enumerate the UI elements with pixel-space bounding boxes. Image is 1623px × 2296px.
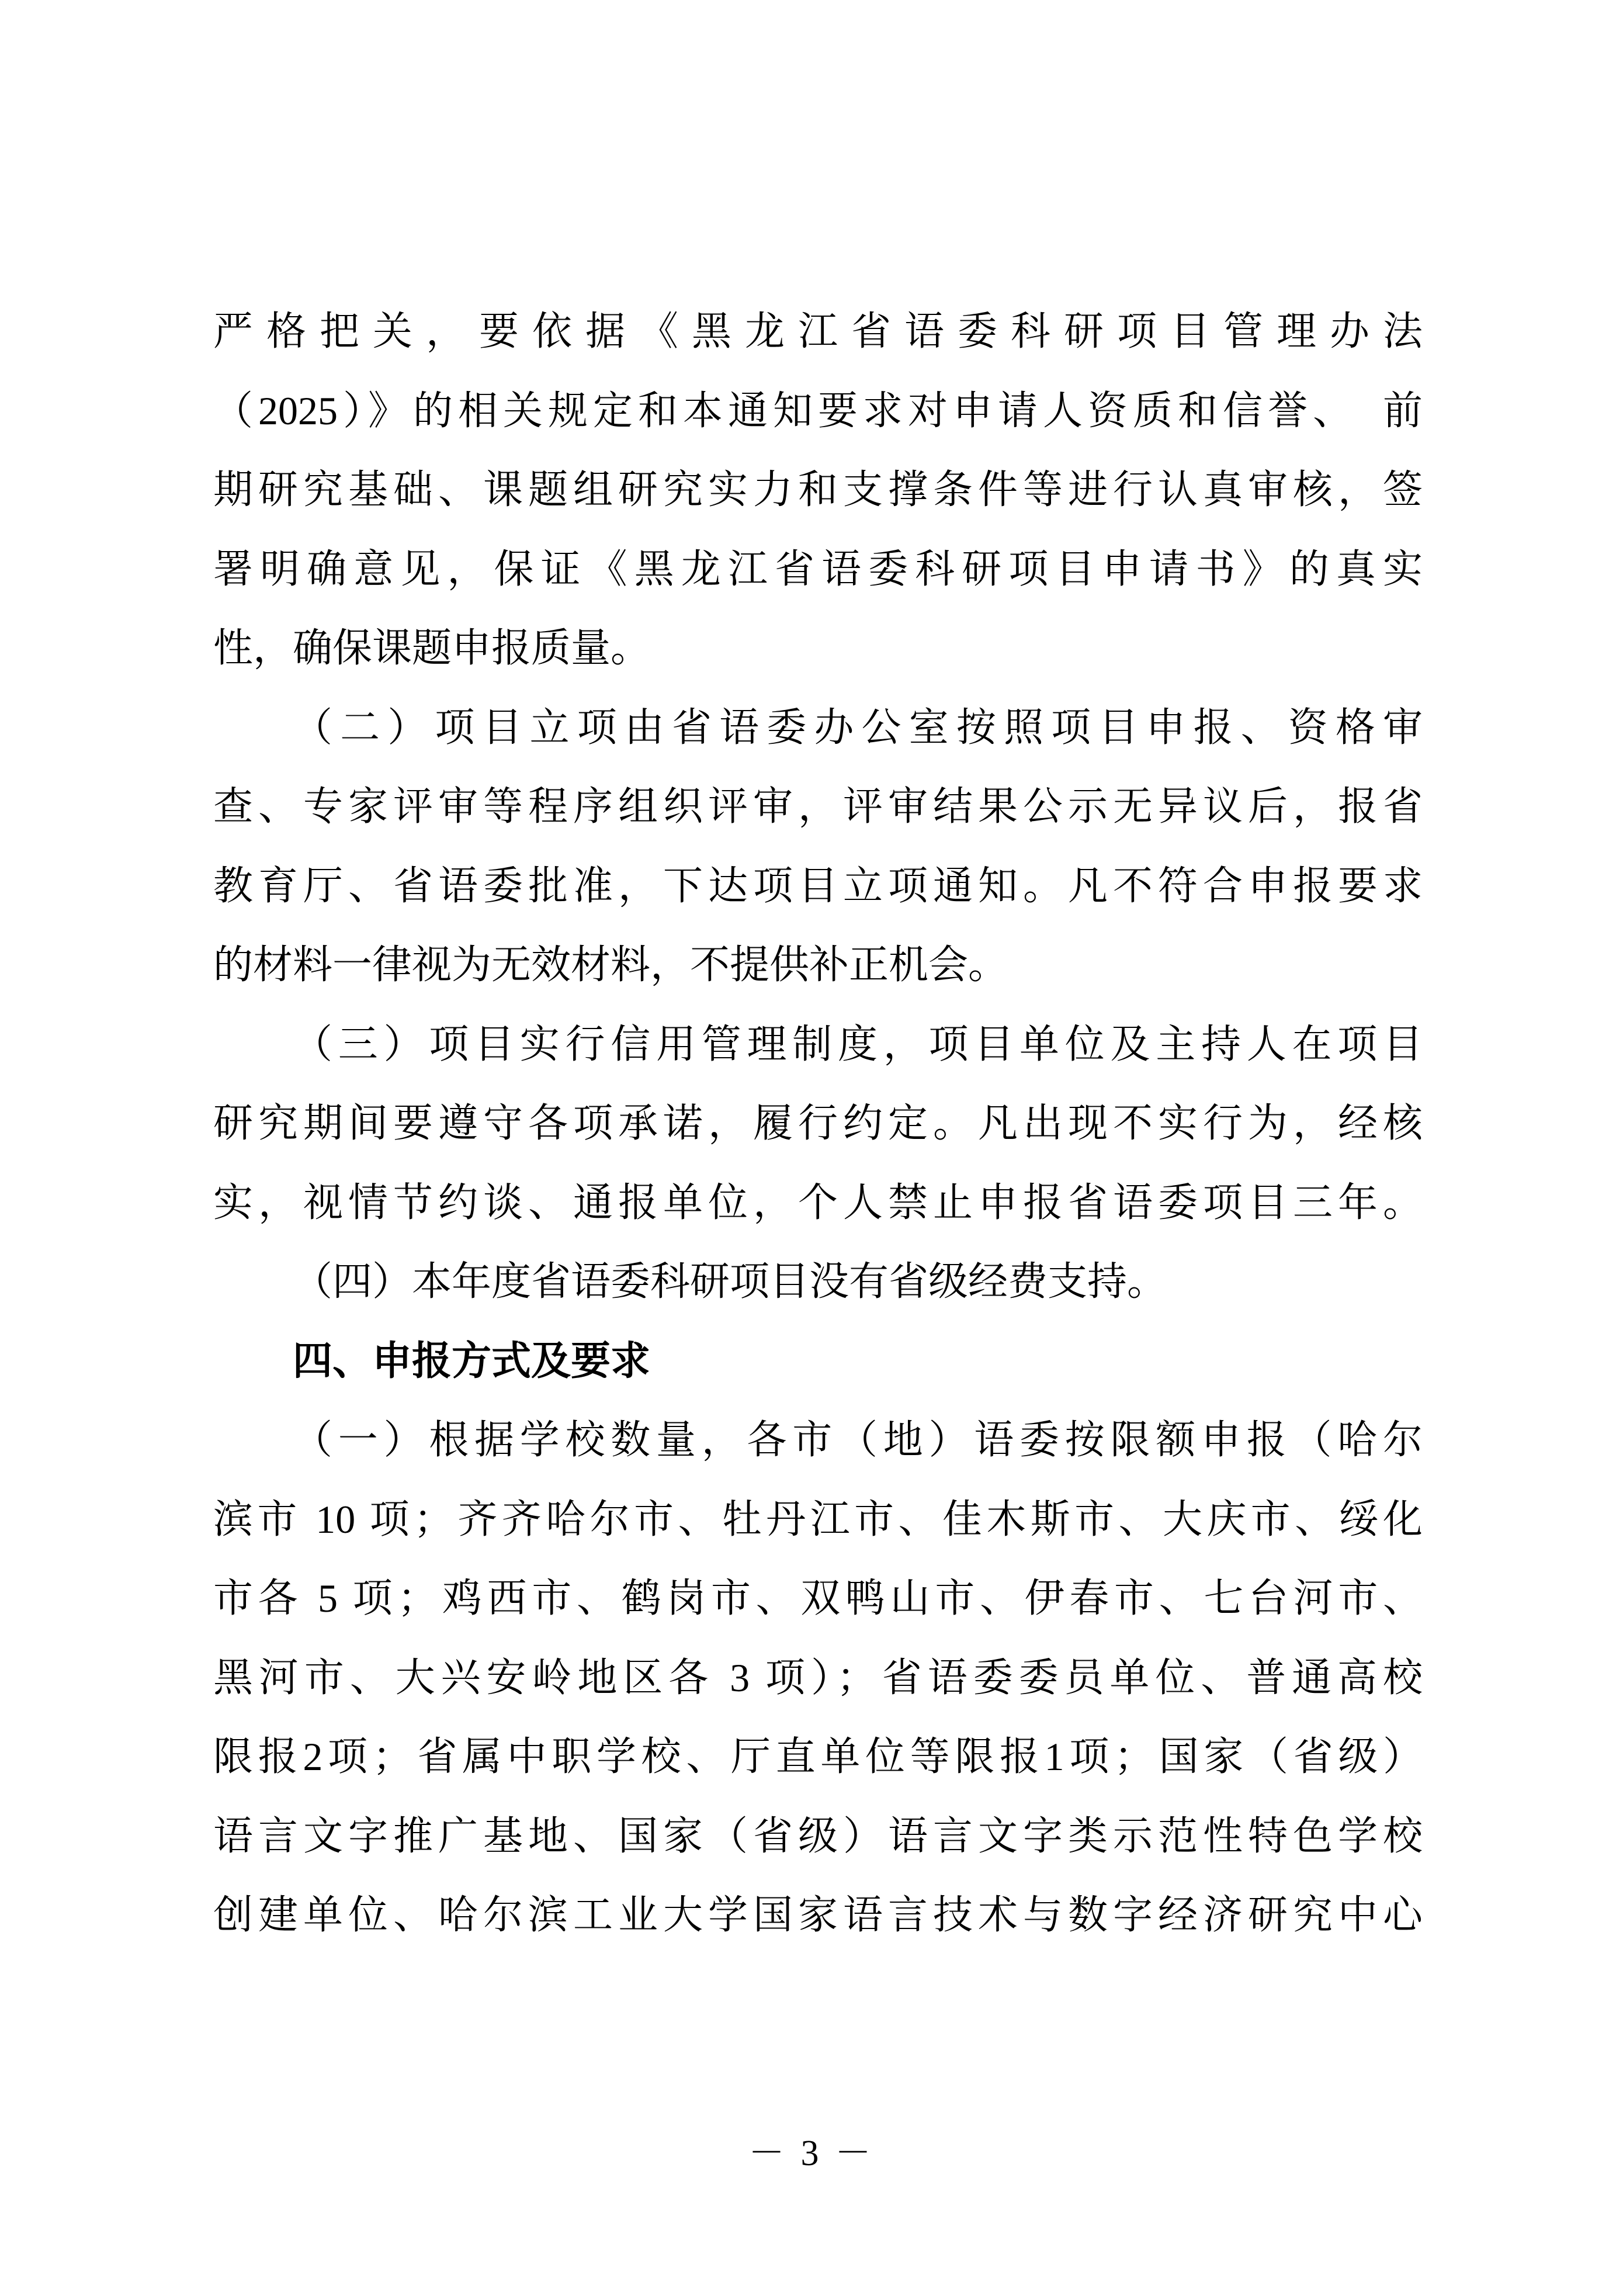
section-heading: 四、申报方式及要求 xyxy=(293,1338,651,1383)
text-line: 性，确保课题申报质量。 xyxy=(213,626,651,670)
text-line: 创建单位、哈尔滨工业大学国家语言技术与数字经济研究中心 xyxy=(213,1893,1423,1937)
text-line: 语言文字推广基地、国家（省级）语言文字类示范性特色学校 xyxy=(213,1813,1423,1858)
text-line: （四）本年度省语委科研项目没有省级经费支持。 xyxy=(293,1259,1167,1304)
text-line: 严格把关，要依据《黑龙江省语委科研项目管理办法 xyxy=(213,309,1423,354)
text-line: 教育厅、省语委批准，下达项目立项通知。凡不符合申报要求 xyxy=(213,863,1423,908)
text-line: 研究期间要遵守各项承诺，履行约定。凡出现不实行为，经核 xyxy=(213,1101,1423,1145)
page-footer xyxy=(0,2121,1623,2186)
text-line: 滨市 10 项；齐齐哈尔市、牡丹江市、佳木斯市、大庆市、绥化 xyxy=(213,1497,1423,1542)
text-line: （2025）》的相关规定和本通知要求对申请人资质和信誉、 前 xyxy=(213,388,1423,433)
text-line: 的材料一律视为无效材料，不提供补正机会。 xyxy=(213,943,1008,987)
text-line: （二）项目立项由省语委办公室按照项目申报、资格审 xyxy=(293,705,1423,750)
text-line: （一）根据学校数量，各市（地）语委按限额申报（哈尔 xyxy=(293,1418,1423,1462)
text-line: 查、专家评审等程序组织评审，评审结果公示无异议后，报省 xyxy=(213,784,1423,829)
text-line: （三）项目实行信用管理制度，项目单位及主持人在项目 xyxy=(293,1021,1423,1066)
text-line: 实，视情节约谈、通报单位，个人禁止申报省语委项目三年。 xyxy=(213,1180,1423,1225)
text-line: 黑河市、大兴安岭地区各 3 项）；省语委委员单位、普通高校 xyxy=(213,1655,1423,1700)
text-line: 署明确意见，保证《黑龙江省语委科研项目申请书》的真实 xyxy=(213,546,1423,591)
page-number: － 3 － xyxy=(748,2134,875,2173)
document-body xyxy=(213,292,1423,1955)
text-line: 市各 5 项；鸡西市、鹤岗市、双鸭山市、伊春市、七台河市、 xyxy=(213,1576,1423,1620)
text-line: 期研究基础、课题组研究实力和支撑条件等进行认真审核，签 xyxy=(213,467,1423,512)
text-line: 限报2项；省属中职学校、厅直单位等限报1项；国家（省级） xyxy=(213,1734,1423,1779)
